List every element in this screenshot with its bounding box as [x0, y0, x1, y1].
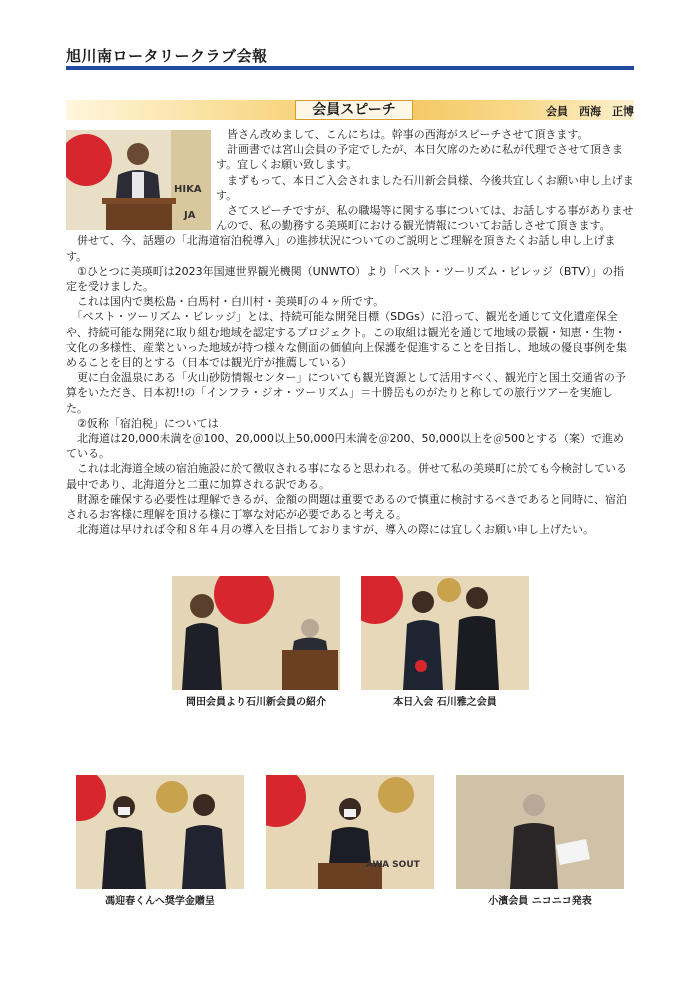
paragraph: 併せて、今、話題の「北海道宿泊税導入」の進捗状況についてのご説明とご理解を頂きたくお話し申し上げます。	[66, 234, 616, 263]
paragraph: さてスピーチですが、私の職場等に関する事については、お話しする事がありませんので、私の勤務する美瑛町における観光情報についてお話しさせて頂きます。	[216, 204, 634, 233]
event-photo	[266, 775, 434, 889]
section-title: 会員スピーチ	[295, 100, 413, 120]
paragraph: これは北海道全域の宿泊施設に於て徴収される事になると思われる。併せて私の美瑛町に於ても今検討している最中であり、北海道分と二重に加算される訳である。	[66, 462, 627, 491]
event-photo	[172, 576, 340, 690]
header-divider	[66, 66, 634, 70]
paragraph: 北海道は早ければ令和８年４月の導入を目指しておりますが、導入の際には宜しくお願い申し上げたい。	[66, 523, 594, 537]
photo-caption: 本日入会 石川雅之会員	[393, 697, 497, 708]
paragraph: 「ベスト・ツーリズム・ビレッジ」とは、持続可能な開発目標（SDGs）に沿って、観光を通じて文化遺産保全や、持続可能な開発に取り組む地域を認定するプロジェクト。この取組は観光を通じて地域の景観・知恵・生物・文化の多様性、産業といった地域が持つ様々な側面の価値向上保護を促進することを目指し、地域の優良事例を集めることを目的とする（日本では観光庁が推薦している）	[66, 310, 627, 370]
paragraph: 財源を確保する必要性は理解できるが、金額の問題は重要であるので慎重に検討するべきであると同時に、宿泊されるお客様に理解を頂ける様に丁寧な対応が必要であると考える。	[66, 492, 627, 522]
paragraph: これは国内で奥松島・白馬村・白川村・美瑛町の４ヶ所です。	[66, 295, 385, 309]
event-photo	[76, 775, 244, 889]
banner-text: AWA SOUT	[366, 860, 420, 870]
event-photo	[456, 775, 624, 889]
paragraph: 計画書では宮山会員の予定でしたが、本日欠席のために私が代理でさせて頂きます。宜しくお願い致します。	[216, 143, 623, 172]
paragraph: 皆さん改めまして、こんにちは。幹事の西海がスピーチさせて頂きます。	[216, 128, 589, 141]
banner-text: HIKA	[174, 184, 202, 195]
paragraph: まずもって、本日ご入会されました石川新会員様、今後共宜しくお願い申し上げます。	[216, 173, 634, 202]
paragraph: ①ひとつに美瑛町は2023年国連世界観光機関（UNWTO）より「ベスト・ツーリズム・ビレッジ（BTV）」の指定を受けました。	[66, 264, 625, 294]
speaker-name: 会員 西海 正博	[546, 105, 634, 118]
event-photo	[361, 576, 529, 690]
banner-text: JA	[184, 210, 196, 221]
photo-caption: 馮迎春くんへ奨学金贈呈	[105, 896, 215, 907]
speech-body	[66, 127, 634, 537]
paragraph: 北海道は20,000未満を＠100、20,000以上50,000円未満を＠200、50,000以上を＠500とする（案）で進めている。	[66, 432, 624, 461]
paragraph: 更に白金温泉にある「火山砂防情報センター」についても観光資源として活用すべく、観光庁と国土交通省の予算をいただき、日本初!!の「インフラ・ジオ・ツーリズム」＝十勝岳ものがたりと称しての旅行ツアーを実施した。	[66, 371, 626, 415]
photo-caption: 岡田会員より石川新会員の紹介	[186, 697, 326, 708]
photo-caption: 小濱会員 ニコニコ発表	[488, 896, 592, 907]
paragraph: ②仮称「宿泊税」については	[66, 416, 219, 430]
newsletter-title: 旭川南ロータリークラブ会報	[66, 47, 268, 65]
